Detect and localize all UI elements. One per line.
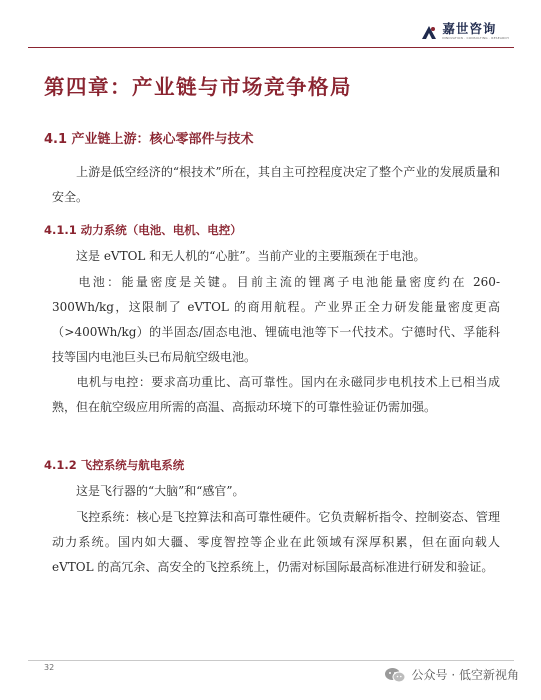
watermark-text: 公众号 · 低空新视角: [411, 668, 519, 682]
paragraph: [52, 270, 500, 370]
page-number: 32: [44, 663, 55, 672]
chapter-title: 第四章：产业链与市场竞争格局: [44, 75, 352, 99]
section-4-1-1-p2: 电池：能量密度是关键。目前主流的锂离子电池能量密度约在 260-300Wh/kg，这限制了 eVTOL 的商用航程。产业界正全力研发能量密度更高（>400Wh/kg）的半固态/固态电池、锂硫电池等下一代技术。宁德时代、孚能科技等国内电池巨头已布局航空级电池。: [52, 275, 500, 364]
section-4-1-intro: 上游是低空经济的“根技术”所在，其自主可控程度决定了整个产业的发展质量和安全。: [52, 165, 500, 204]
section-heading-4-1-1: 4.1.1 动力系统（电池、电机、电控）: [44, 223, 242, 237]
watermark: [384, 666, 519, 683]
section-heading-4-1: 4.1 产业链上游：核心零部件与技术: [44, 132, 254, 147]
footer-divider: [28, 660, 514, 661]
page-header: [0, 0, 541, 50]
section-4-1-1-p1: 这是 eVTOL 和无人机的“心脏”。当前产业的主要瓶颈在于电池。: [76, 249, 426, 263]
section-4-1-2-p1: 这是飞行器的“大脑”和“感官”。: [76, 484, 245, 498]
brand-tagline: INNOVATION · CONSULTING · RESEARCH: [442, 36, 509, 40]
section-4-1-2-p2: 飞控系统：核心是飞控算法和高可靠性硬件。它负责解析指令、控制姿态、管理动力系统。国内如大疆、零度智控等企业在此领域有深厚积累，但在面向载人 eVTOL 的高冗余、高安全的飞控系统上，仍需对标国际最高标准进行研发和验证。: [52, 510, 500, 574]
wechat-icon: [384, 667, 406, 683]
paragraph: [52, 505, 500, 580]
paragraph: [52, 479, 500, 504]
paragraph: [52, 160, 500, 210]
paragraph: [52, 244, 500, 269]
section-heading-4-1-2: 4.1.2 飞控系统与航电系统: [44, 458, 185, 472]
brand-name: 嘉世咨询: [442, 21, 497, 36]
header-divider: [28, 47, 514, 48]
brand-logo: [420, 22, 509, 41]
jiashi-logo-icon: [420, 23, 438, 41]
paragraph: [52, 370, 500, 420]
section-4-1-1-p3: 电机与电控：要求高功重比、高可靠性。国内在永磁同步电机技术上已相当成熟，但在航空级应用所需的高温、高振动环境下的可靠性验证仍需加强。: [52, 375, 500, 414]
